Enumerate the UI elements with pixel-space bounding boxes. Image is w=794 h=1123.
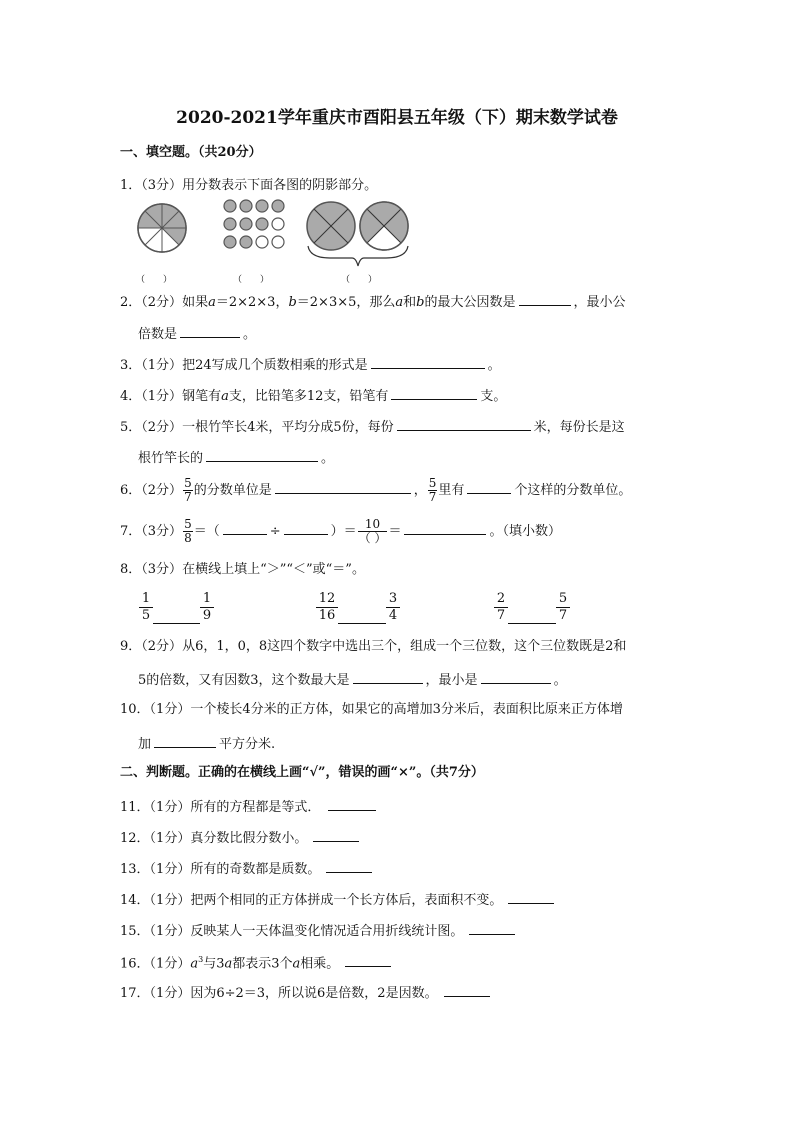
question-7: 7．（3分） $\frac{5}{8}$ ＝（ ÷ ）＝ $\frac{10}{( )}$ ＝ 。（填小数） — [120, 517, 561, 545]
judge-blank-17[interactable] — [444, 983, 490, 997]
section-fill-in-heading: 一、填空题。（共20分） — [120, 145, 262, 160]
compare-blank-3[interactable] — [508, 623, 556, 624]
answer-paren-2[interactable]: （ ） — [233, 275, 270, 285]
pencil-count-blank[interactable] — [391, 386, 477, 400]
judge-blank-11[interactable] — [328, 797, 376, 811]
judge-blank-14[interactable] — [508, 890, 554, 904]
question-2-line2: 倍数是 。 — [138, 324, 256, 343]
circle-eighths-figure — [138, 204, 186, 252]
two-circles-quarters-figure — [307, 202, 408, 266]
max-number-blank[interactable] — [353, 670, 423, 684]
decimal-blank[interactable] — [404, 521, 486, 535]
segment-fraction-blank[interactable] — [206, 448, 318, 462]
min-number-blank[interactable] — [481, 670, 551, 684]
answer-paren-1[interactable]: （ ） — [136, 275, 173, 285]
judge-blank-15[interactable] — [469, 921, 515, 935]
segment-length-blank[interactable] — [397, 417, 531, 431]
judge-blank-16[interactable] — [345, 953, 391, 967]
page-title: 2020-2021学年重庆市酉阳县五年级（下）期末数学试卷 — [176, 108, 618, 128]
compare-fraction-1-5: 1 5 — [139, 591, 153, 624]
question-1: 1．（3分）用分数表示下面各图的阴影部分。 — [120, 178, 378, 193]
divisor-blank[interactable] — [284, 521, 328, 535]
question-9-line2: 5的倍数，又有因数3，这个数最大是 ，最小是 。 — [138, 670, 567, 689]
fraction-10-blank: $\frac{10}{( )}$ — [358, 517, 387, 545]
dividend-blank[interactable] — [223, 521, 267, 535]
question-8: 8．（3分）在横线上填上“＞”“＜”或“＝”。 — [120, 562, 365, 577]
answer-paren-3[interactable]: （ ） — [341, 275, 378, 285]
fraction-unit-blank[interactable] — [275, 480, 411, 494]
compare-fraction-2-7: 2 7 — [494, 591, 508, 624]
question-17: 17．（1分）因为6÷2＝3，所以说6是倍数，2是因数。 — [120, 983, 493, 1002]
question-12: 12．（1分）真分数比假分数小。 — [120, 828, 362, 847]
question-4: 4．（1分）钢笔有a支，比铅笔多12支，铅笔有 支。 — [120, 386, 506, 405]
dots-figure — [224, 200, 284, 248]
question-5: 5．（2分）一根竹竿长4米，平均分成5份，每份 米，每份长是这 — [120, 417, 625, 436]
fraction-5-8: $\frac{5}{8}$ — [184, 517, 192, 545]
judge-blank-13[interactable] — [326, 859, 372, 873]
judge-blank-12[interactable] — [313, 828, 359, 842]
compare-fraction-12-16: 12 16 — [316, 591, 338, 624]
section-true-false-heading: 二、判断题。正确的在横线上画“√”，错误的画“×”。（共7分） — [120, 765, 484, 780]
question-9: 9．（2分）从6，1，0，8这四个数字中选出三个，组成一个三位数，这个三位数既是2和 — [120, 639, 627, 654]
question-15: 15．（1分）反映某人一天体温变化情况适合用折线统计图。 — [120, 921, 518, 940]
compare-blank-1[interactable] — [153, 623, 200, 624]
question-2: 2．（2分）如果a＝2×2×3，b＝2×3×5，那么a和b的最大公因数是 ，最小公 — [120, 292, 626, 311]
compare-fraction-5-7: 5 7 — [556, 591, 570, 624]
question-5-line2: 根竹竿长的 。 — [138, 448, 334, 467]
unit-count-blank[interactable] — [467, 480, 511, 494]
question-3: 3．（1分）把24写成几个质数相乘的形式是 。 — [120, 355, 501, 374]
question-16: 16．（1分）$a^3$与3a都表示3个a相乘。 — [120, 952, 394, 972]
fraction-5-7: $\frac{5}{7}$ — [184, 476, 192, 504]
prime-factor-blank[interactable] — [371, 355, 485, 369]
gcd-answer-blank[interactable] — [519, 292, 571, 306]
surface-area-blank[interactable] — [154, 734, 216, 748]
question-10-line2: 加 平方分米. — [138, 734, 275, 753]
question-11: 11．（1分）所有的方程都是等式． — [120, 797, 379, 816]
compare-blank-2[interactable] — [338, 623, 386, 624]
question-14: 14．（1分）把两个相同的正方体拼成一个长方体后，表面积不变。 — [120, 890, 557, 909]
compare-fraction-1-9: 1 9 — [200, 591, 214, 624]
compare-fraction-3-4: 3 4 — [386, 591, 400, 624]
question-10: 10．（1分）一个棱长4分米的正方体，如果它的高增加3分米后，表面积比原来正方体增 — [120, 702, 623, 717]
question-13: 13．（1分）所有的奇数都是质数。 — [120, 859, 375, 878]
question-6: 6．（2分） $\frac{5}{7}$ 的分数单位是 ， $\frac{5}{7}$ 里有 个这样的分数单位。 — [120, 476, 632, 504]
lcm-answer-blank[interactable] — [180, 324, 240, 338]
fraction-5-7-second: $\frac{5}{7}$ — [428, 476, 437, 504]
